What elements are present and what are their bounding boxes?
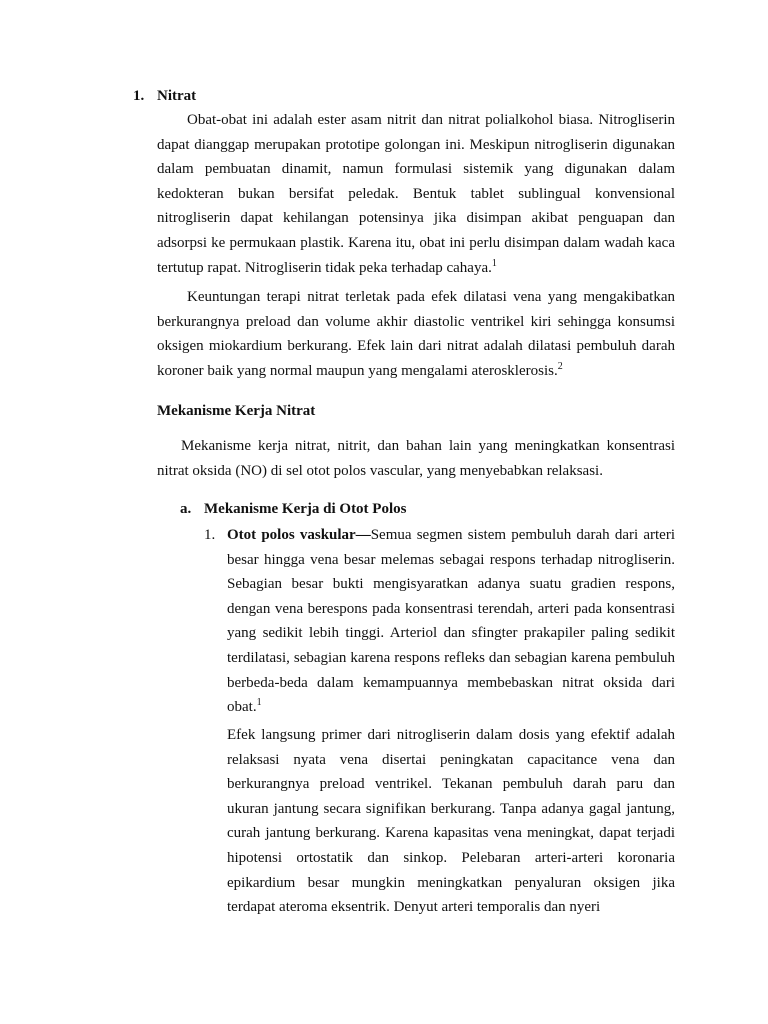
- mechanism-intro: Mekanisme kerja nitrat, nitrit, dan bahan lain yang meningkatkan konsentrasi nitrat oksida (NO) di sel otot polos vascular, yang menyebabkan relaksasi.: [157, 438, 675, 479]
- em-dash: —: [355, 527, 371, 543]
- paragraph-advantages: [157, 285, 675, 383]
- footnote-ref: 1: [491, 257, 497, 269]
- list-item-text: Semua segmen sistem pembuluh darah dari arteri besar hingga vena besar melemas sebagai respons terhadap nitrogliserin. Sebagian besar bukti mengisyaratkan adanya suatu gradien respons, dengan vena berespons pada konsentrasi terendah, arteri pada konsentrasi yang sedikit lebih tinggi. Arteriol dan sfingter prakapiler paling sedikit terdilatasi, sebagian karena respons refleks dan sebagian karena pembuluh berbeda-beda dalam kemampuannya membebaskan nitrat oksida dari obat.: [227, 527, 675, 716]
- list-item-lead: Otot polos vaskular: [227, 527, 356, 543]
- footnote-ref: 2: [557, 360, 563, 372]
- section-heading: [133, 86, 196, 106]
- subsection-heading: [180, 499, 406, 519]
- subsection-title: Mekanisme Kerja di Otot Polos: [204, 501, 407, 517]
- list-item-vascular: [227, 523, 675, 720]
- footnote-ref: 1: [256, 697, 262, 709]
- paragraph-intro: [157, 108, 675, 280]
- paragraph-advantages-text: Keuntungan terapi nitrat terletak pada efek dilatasi vena yang mengakibatkan berkurangnya preload dan volume akhir diastolic ventrikel kiri sehingga konsumsi oksigen miokardium berkurang. Efek lain dari nitrat adalah dilatasi pembuluh darah koroner baik yang normal maupun yang mengalami aterosklerosis.: [157, 289, 675, 379]
- paragraph-intro-text: Obat-obat ini adalah ester asam nitrit dan nitrat polialkohol biasa. Nitrogliserin dapat dianggap merupakan prototipe golongan ini. Meskipun nitrogliserin digunakan dalam pembuatan dinamit, namun formulasi sistemik yang digunakan dalam kedokteran bukan bersifat peledak. Bentuk tablet sublingual konvensional nitrogliserin dapat kehilangan potensinya jika disimpan akibat penguapan dan adsorpsi ke permukaan plastik. Karena itu, obat ini perlu disimpan dalam wadah kaca tertutup rapat. Nitrogliserin tidak peka terhadap cahaya.: [157, 112, 675, 276]
- subsection-number: a.: [180, 501, 192, 517]
- section-number: 1.: [133, 88, 145, 104]
- paragraph-direct-effect: Efek langsung primer dari nitrogliserin dalam dosis yang efektif adalah relaksasi nyata vena disertai peningkatan capacitance vena dan berkurangnya preload ventrikel. Tekanan pembuluh darah paru dan ukuran jantung secara signifikan berkurang. Tanpa adanya gagal jantung, curah jantung berkurang. Karena kapasitas vena meningkat, dapat terjadi hipotensi ortostatik dan sinkop. Pelebaran arteri-arteri koronaria epikardium besar mungkin meningkatkan penyaluran oksigen jika terdapat ateroma eksentrik. Denyut arteri temporalis dan nyeri: [227, 727, 675, 916]
- mechanism-heading: Mekanisme Kerja Nitrat: [157, 403, 316, 419]
- section-title: Nitrat: [157, 88, 197, 104]
- list-item-number: 1.: [204, 527, 216, 543]
